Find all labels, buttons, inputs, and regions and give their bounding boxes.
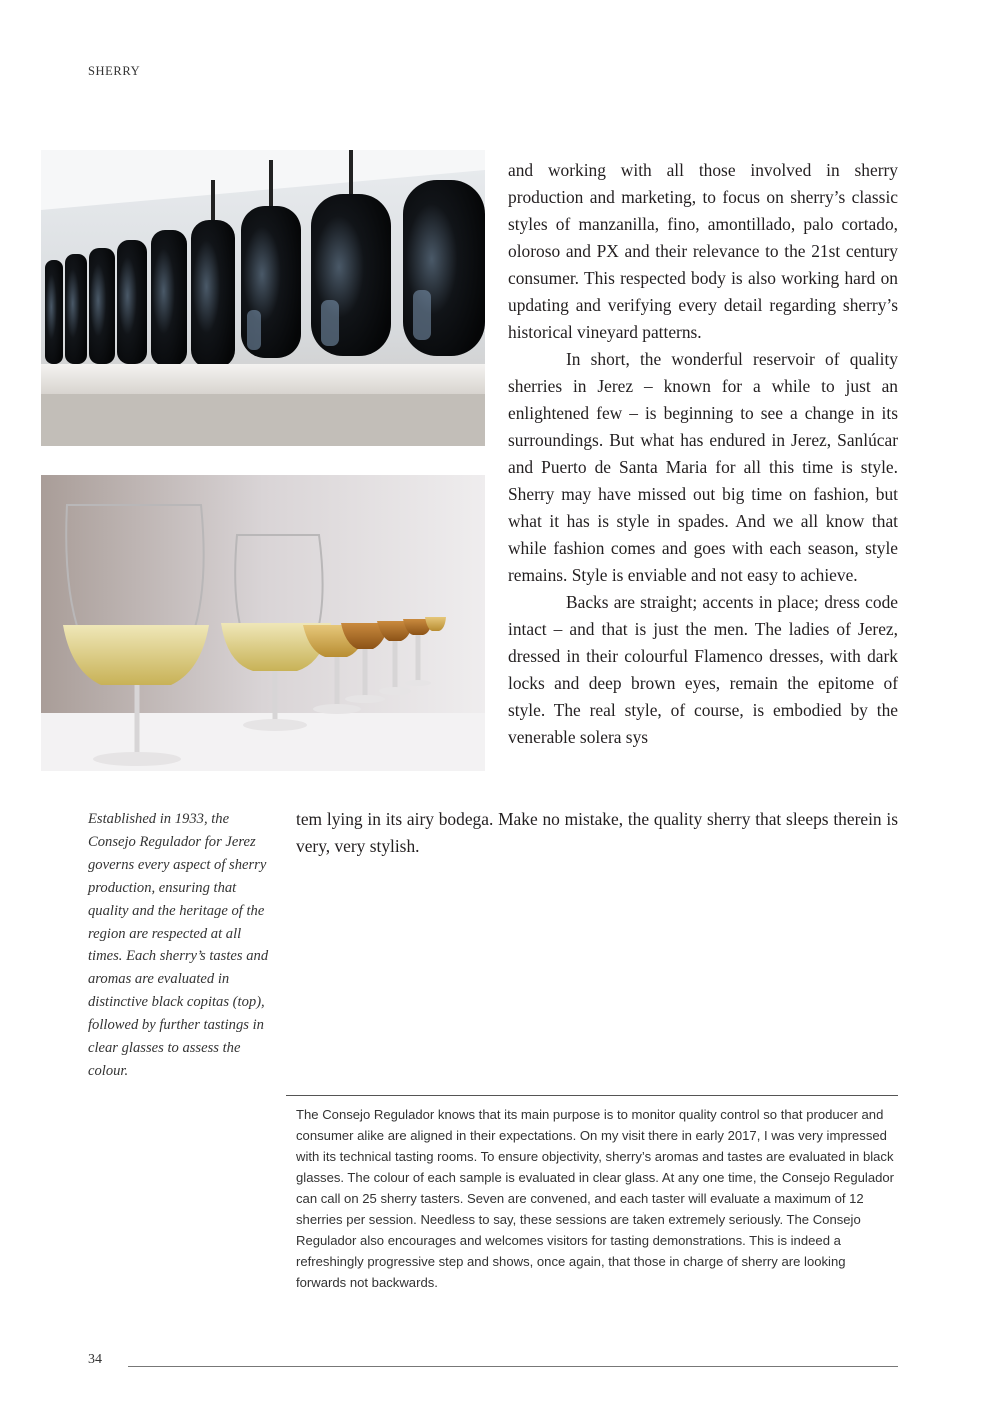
page-number: 34 bbox=[88, 1352, 102, 1367]
sidebar-divider bbox=[286, 1095, 898, 1096]
body-continuation bbox=[296, 806, 898, 860]
photo-clear-glasses bbox=[41, 475, 485, 771]
sidebar-note bbox=[296, 1104, 898, 1293]
running-head: SHERRY bbox=[88, 64, 141, 78]
body-column bbox=[508, 157, 898, 751]
photo-black-copitas bbox=[41, 150, 485, 446]
body-paragraph: tem lying in its airy bodega. Make no mistake, the quality sherry that sleeps therein is very, very stylish. bbox=[296, 809, 898, 856]
body-paragraph: In short, the wonderful reservoir of quality sherries in Jerez – known for a while to just an enlightened few – is beginning to see a change in its surroundings. But what has endured in Jerez, Sanlúcar and Puerto de Santa Maria for all this time is style. Sherry may have missed out big time on fashion, but what it has is style in spades. And we all know that while fashion comes and goes with each season, style remains. Style is enviable and not easy to achieve. bbox=[508, 349, 898, 585]
body-paragraph: and working with all those involved in sherry production and marketing, to focus on sherry’s classic styles of manzanilla, fino, amontillado, palo cortado, oloroso and PX and their relevance to the 21st century consumer. This respected body is also working hard on updating and verifying every detail regarding sherry’s historical vineyard patterns. bbox=[508, 160, 898, 342]
body-paragraph: Backs are straight; accents in place; dress code intact – and that is just the men. The ladies of Jerez, dressed in their colourful Flamenco dresses, with dark locks and deep brown eyes, remain the epitome of style. The real style, of course, is embodied by the venerable solera sys bbox=[508, 592, 898, 747]
sidebar-paragraph: The Consejo Regulador knows that its main purpose is to monitor quality control so that producer and consumer alike are aligned in their expectations. On my visit there in early 2017, I was very impressed with its technical tasting rooms. To ensure objectivity, sherry’s aromas and tastes are evaluated in black glasses. The colour of each sample is evaluated in clear glass. At any one time, the Consejo Regulador can call on 25 sherry tasters. Seven are convened, and each taster will evaluate a maximum of 12 sherries per session. Needless to say, these sessions are taken extremely seriously. The Consejo Regulador also encourages and welcomes visitors for tasting demonstrations. This is indeed a refreshingly progressive step and shows, once again, that those in charge of sherry are looking forwards not backwards. bbox=[296, 1107, 895, 1290]
photo-caption: Established in 1933, the Consejo Regulador for Jerez governs every aspect of sherry production, ensuring that quality and the heritage of the region are respected at all times. Each sherry’s tastes and aromas are evaluated in distinctive black copitas (top), followed by further tastings in clear glasses to assess the colour. bbox=[88, 811, 269, 1079]
footer-divider bbox=[128, 1366, 898, 1367]
